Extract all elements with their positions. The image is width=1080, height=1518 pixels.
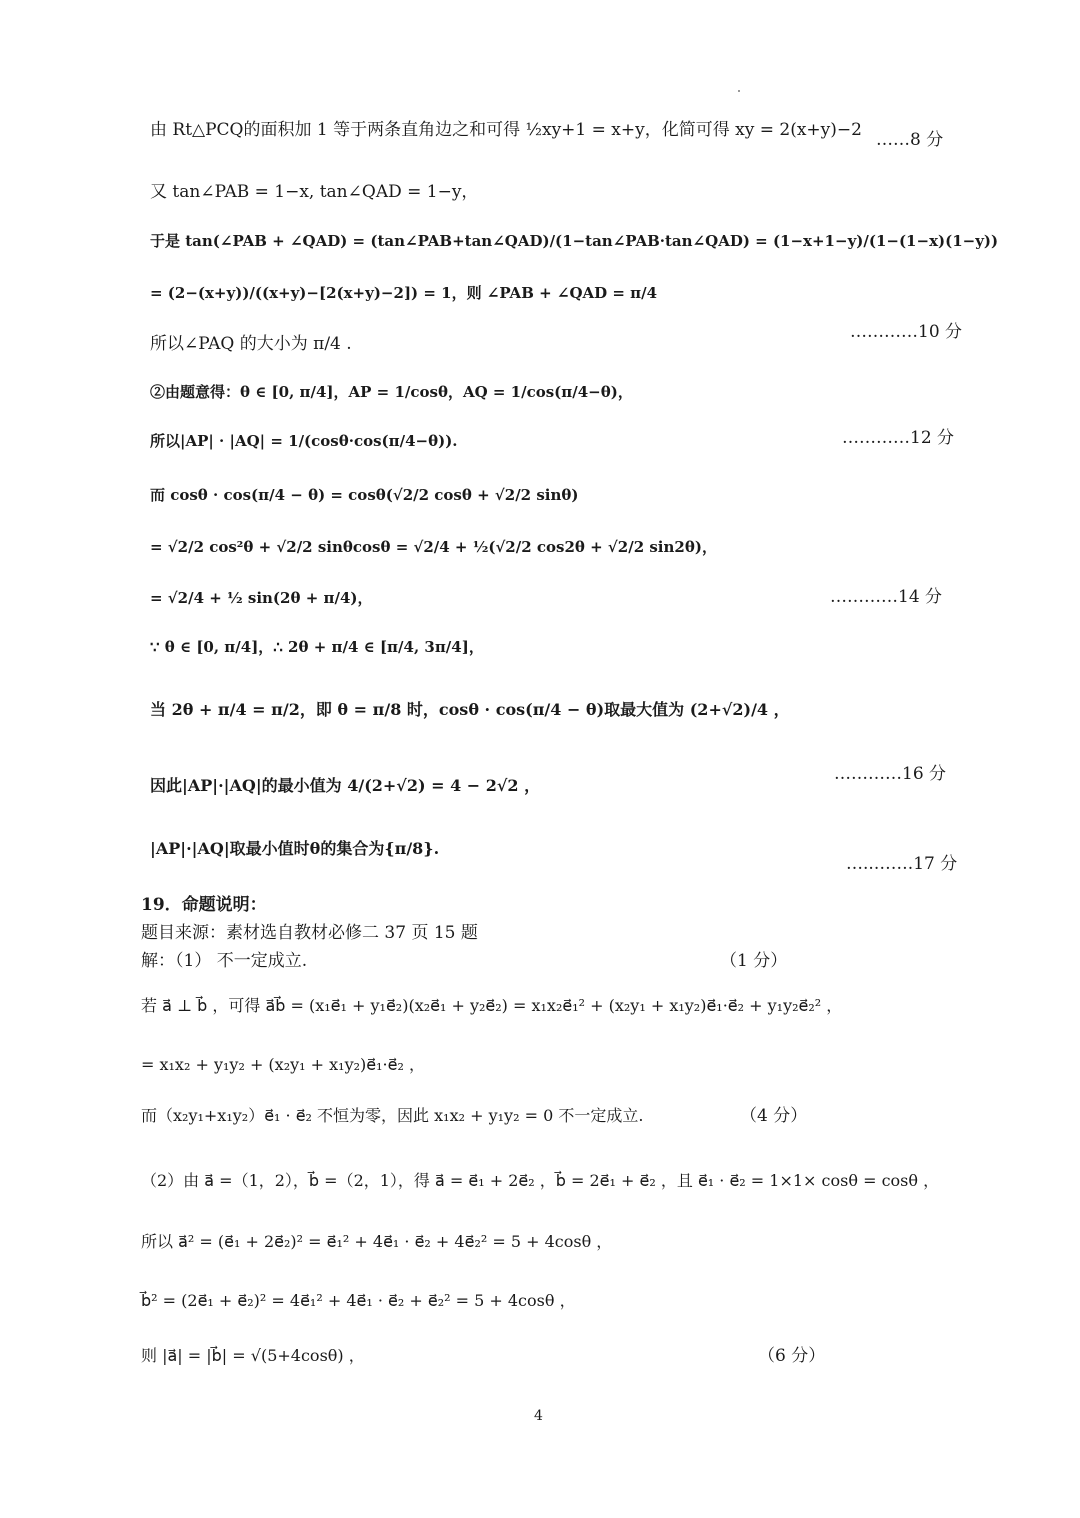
- solution-line: 所以 a⃗² = (e⃗₁ + 2e⃗₂)² = e⃗₁² + 4e⃗₁ · e⃗₂ + 4e⃗₂² = 5 + 4cosθ ，: [141, 1232, 613, 1251]
- solution-line: = √2/2 cos²θ + √2/2 sinθcosθ = √2/4 + ½(√2/2 cos2θ + √2/2 sin2θ)，: [150, 538, 717, 556]
- solution-line: 所以∠PAQ 的大小为 π/4 .: [150, 334, 352, 354]
- score-mark: …………12 分: [842, 428, 955, 448]
- score-mark: …..…….17 分: [846, 854, 958, 874]
- score-mark: ……8 分: [876, 130, 944, 150]
- solution-line: = x₁x₂ + y₁y₂ + (x₂y₁ + x₁y₂)e⃗₁·e⃗₂ ，: [141, 1055, 425, 1074]
- solution-line: 所以|AP| · |AQ| = 1/(cosθ·cos(π/4−θ)).: [150, 432, 458, 450]
- score-mark: （1 分）: [720, 951, 788, 971]
- solution-line: 而 cosθ · cos(π/4 − θ) = cosθ(√2/2 cosθ + √2/2 sinθ): [150, 486, 579, 504]
- solution-line: 因此|AP|·|AQ|的最小值为 4/(2+√2) = 4 − 2√2 ，: [150, 776, 541, 795]
- solution-line: 题目来源：素材选自教材必修二 37 页 15 题: [141, 923, 478, 943]
- solution-line: = √2/4 + ½ sin(2θ + π/4)，: [150, 589, 373, 607]
- speck: [738, 90, 740, 92]
- score-mark: …………10 分: [850, 322, 963, 342]
- solution-line: 于是 tan(∠PAB + ∠QAD) = (tan∠PAB+tan∠QAD)/(1−tan∠PAB·tan∠QAD) = (1−x+1−y)/(1−(1−x)(1−y)): [150, 232, 999, 250]
- score-mark: （6 分）: [758, 1346, 826, 1366]
- score-mark: （4 分）: [740, 1106, 808, 1126]
- solution-line: 由 Rt△PCQ的面积加 1 等于两条直角边之和可得 ½xy+1 = x+y，化简可得 xy = 2(x+y)−2: [150, 120, 862, 140]
- solution-line: 解：（1） 不一定成立.: [141, 951, 308, 971]
- solution-line: 而（x₂y₁+x₁y₂）e⃗₁ · e⃗₂ 不恒为零，因此 x₁x₂ + y₁y₂ = 0 不一定成立.: [141, 1106, 644, 1125]
- solution-line: |AP|·|AQ|取最小值时θ的集合为{π/8}.: [150, 839, 440, 858]
- section-title: 19．命题说明：: [141, 895, 267, 915]
- solution-line: ∵ θ ∈ [0, π/4]，∴ 2θ + π/4 ∈ [π/4, 3π/4]，: [150, 638, 484, 656]
- solution-line: （2）由 a⃗ =（1，2），b⃗ =（2，1），得 a⃗ = e⃗₁ + 2e⃗₂ ，b⃗ = 2e⃗₁ + e⃗₂ ，且 e⃗₁ · e⃗₂ = 1×1× cosθ = cosθ ，: [141, 1171, 940, 1190]
- solution-line: 当 2θ + π/4 = π/2，即 θ = π/8 时，cosθ · cos(π/4 − θ)取最大值为 (2+√2)/4 ，: [150, 700, 790, 719]
- solution-line: 若 a⃗ ⊥ b⃗ ，可得 a⃗b⃗ = (x₁e⃗₁ + y₁e⃗₂)(x₂e⃗₁ + y₂e⃗₂) = x₁x₂e⃗₁² + (x₂y₁ + x₁y₂)e⃗₁·e⃗₂ + y₁y₂e⃗₂² ，: [141, 996, 843, 1015]
- solution-line: ②由题意得：θ ∈ [0, π/4]，AP = 1/cosθ，AQ = 1/cos(π/4−θ)，: [150, 383, 633, 401]
- score-mark: …………14 分: [830, 587, 943, 607]
- solution-line: 又 tan∠PAB = 1−x, tan∠QAD = 1−y，: [150, 182, 479, 202]
- score-mark: …………16 分: [834, 764, 947, 784]
- solution-line: b⃗² = (2e⃗₁ + e⃗₂)² = 4e⃗₁² + 4e⃗₁ · e⃗₂ + e⃗₂² = 5 + 4cosθ ，: [141, 1291, 576, 1310]
- solution-line: 则 |a⃗| = |b⃗| = √(5+4cosθ) ，: [141, 1346, 365, 1365]
- solution-line: = (2−(x+y))/((x+y)−[2(x+y)−2]) = 1，则 ∠PAB + ∠QAD = π/4: [150, 284, 658, 302]
- page-number: 4: [534, 1408, 543, 1424]
